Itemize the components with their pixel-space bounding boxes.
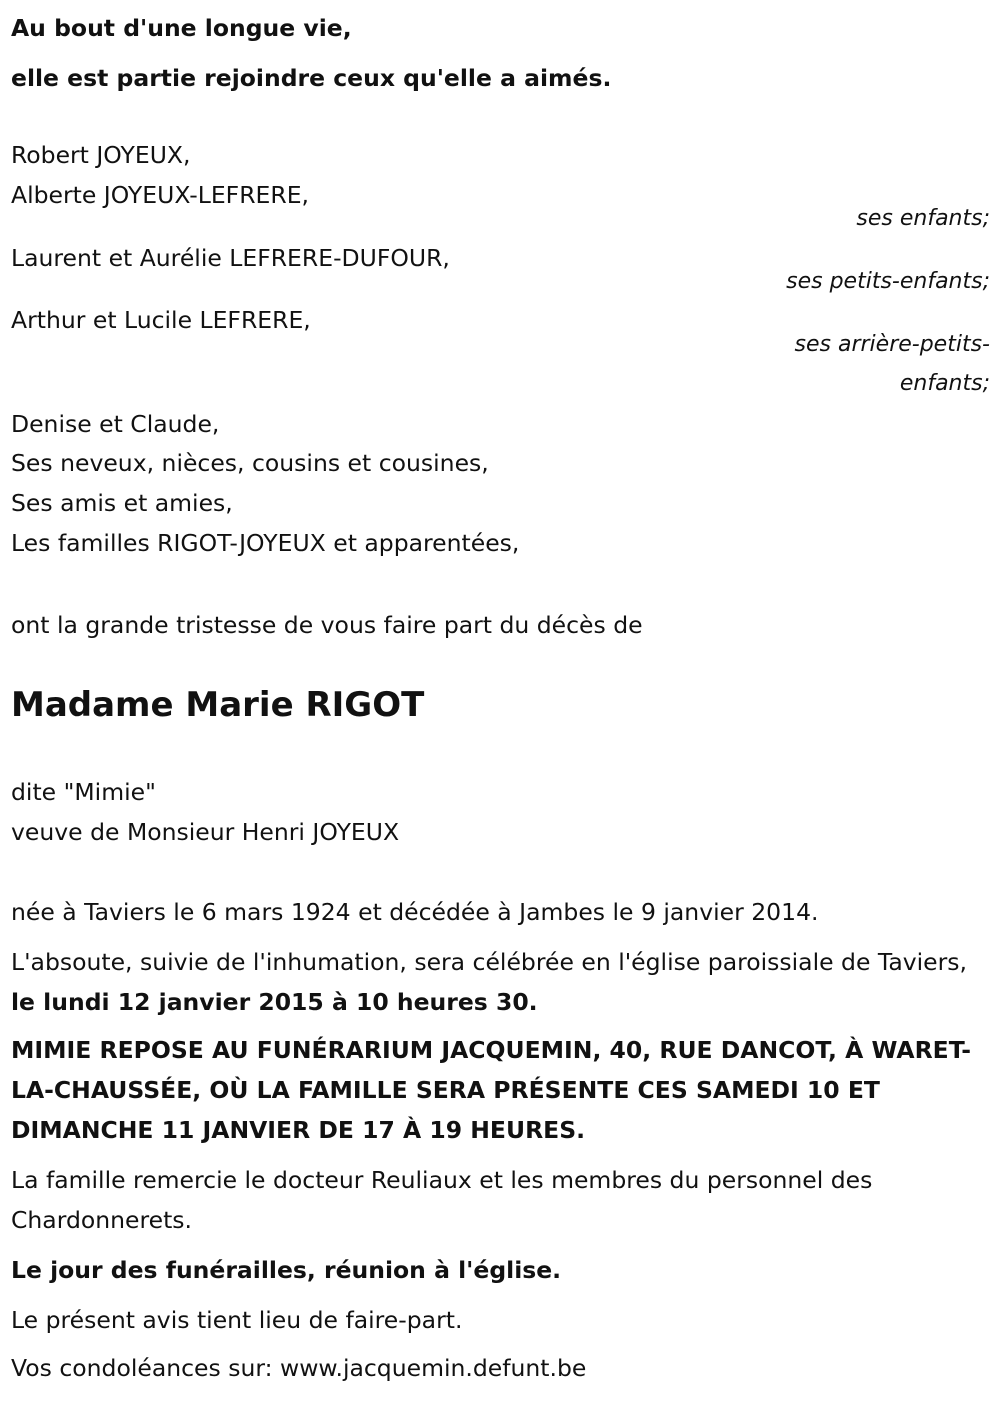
family-member: Ses neveux, nièces, cousins et cousines, [11, 449, 489, 477]
deceased-name: Madame Marie RIGOT [11, 685, 425, 725]
meeting-info: Le jour des funérailles, réunion à l'église. [11, 1256, 562, 1284]
family-member: Arthur et Lucile LEFRERE, [11, 306, 311, 334]
family-member: Robert JOYEUX, [11, 141, 191, 169]
intro-line: Au bout d'une longue vie, [11, 14, 352, 42]
ceremony-date: le lundi 12 janvier 2015 à 10 heures 30. [11, 988, 538, 1016]
relation-label: ses arrière-petits- [794, 332, 990, 357]
family-member: Denise et Claude, [11, 410, 220, 438]
relation-label: enfants; [899, 371, 990, 396]
notice: Le présent avis tient lieu de faire-part. [11, 1306, 463, 1334]
family-member: Alberte JOYEUX-LEFRERE, [11, 181, 310, 209]
intro-line: elle est partie rejoindre ceux qu'elle a aimés. [11, 64, 612, 92]
family-member: Les familles RIGOT-JOYEUX et apparentées, [11, 529, 520, 557]
nickname: dite "Mimie" [11, 778, 156, 806]
thanks: La famille remercie le docteur Reuliaux et les membres du personnel des Chardonnerets. [11, 1166, 873, 1234]
announcement: ont la grande tristesse de vous faire part du décès de [11, 611, 643, 639]
ceremony-text: L'absoute, suivie de l'inhumation, sera célébrée en l'église paroissiale de Taviers, [11, 948, 968, 976]
condolences: Vos condoléances sur: www.jacquemin.defunt.be [11, 1354, 587, 1382]
relation-label: ses enfants; [856, 206, 990, 231]
ceremony-info [11, 942, 996, 1022]
family-member: Ses amis et amies, [11, 489, 233, 517]
family-member: Laurent et Aurélie LEFRERE-DUFOUR, [11, 244, 450, 272]
widow-of: veuve de Monsieur Henri JOYEUX [11, 818, 400, 846]
visitation-info: MIMIE REPOSE AU FUNÉRARIUM JACQUEMIN, 40, RUE DANCOT, À WARET-LA-CHAUSSÉE, OÙ LA FAMILLE SERA PRÉSENTE CES SAMEDI 10 ET DIMANCHE 11 JANVIER DE 17 À 19 HEURES. [11, 1036, 972, 1144]
relation-label: ses petits-enfants; [786, 269, 990, 294]
birth-death-dates: née à Taviers le 6 mars 1924 et décédée à Jambes le 9 janvier 2014. [11, 898, 819, 926]
